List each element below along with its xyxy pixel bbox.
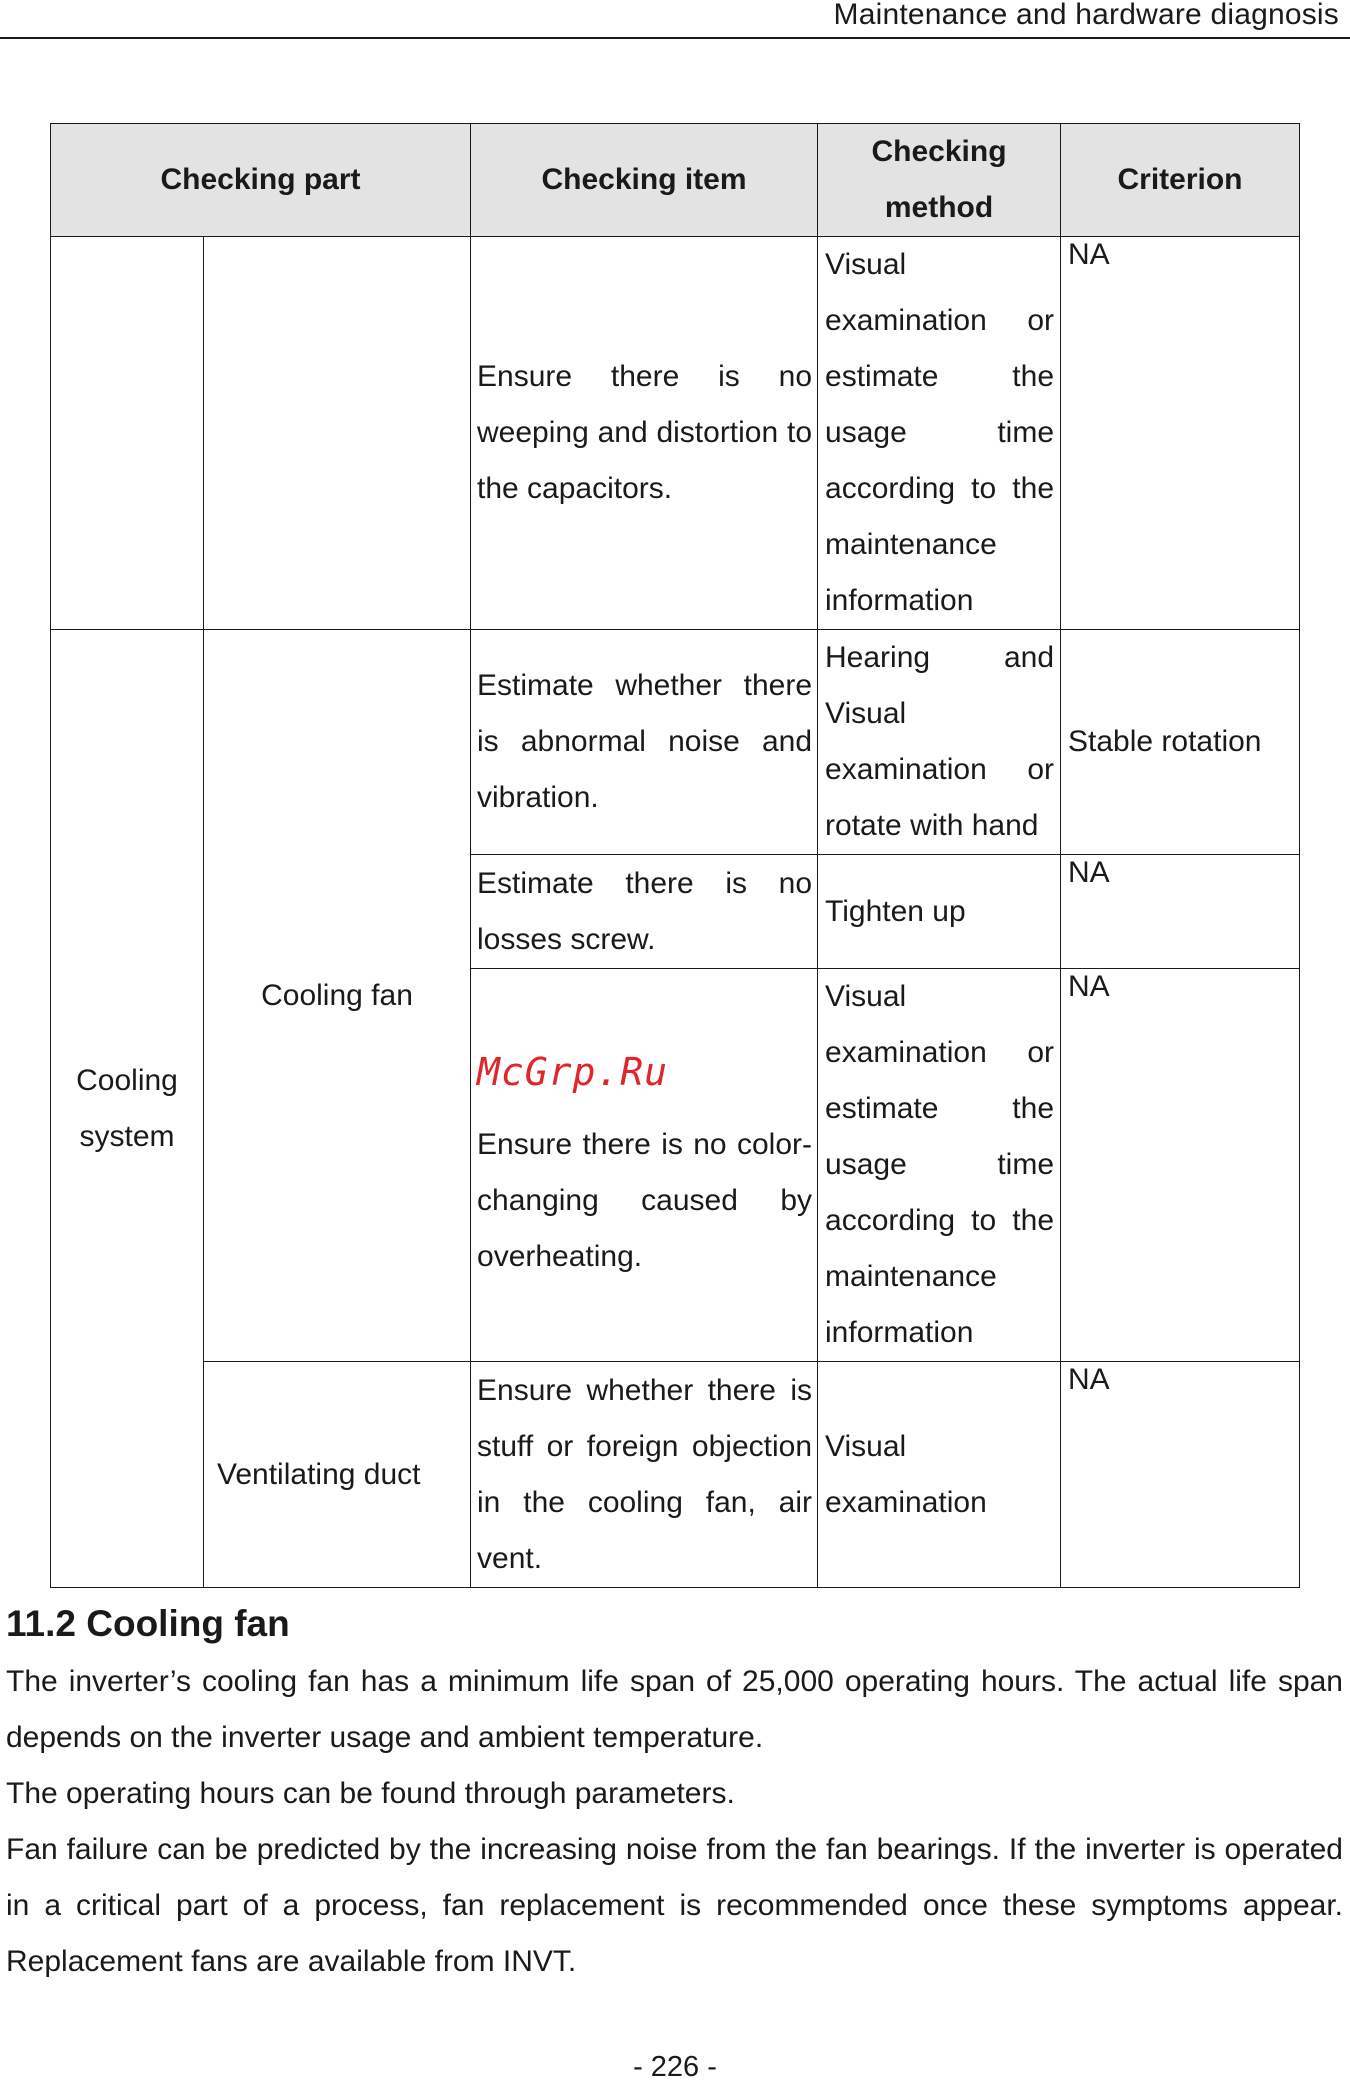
table-row (51, 630, 1300, 855)
criterion-value: NA (1068, 1363, 1110, 1396)
table-row (51, 237, 1300, 630)
section-title: 11.2 Cooling fan (6, 1603, 290, 1644)
subpart-cooling-fan: Cooling fan (204, 630, 471, 1362)
page-header (0, 0, 1350, 39)
empty-part-cell (51, 237, 204, 630)
checking-method-cell: Tighten up (818, 855, 1061, 969)
criterion-cell (1061, 855, 1300, 969)
header-criterion: Criterion (1061, 124, 1300, 237)
body-paragraph: The inverter’s cooling fan has a minimum life span of 25,000 operating hours. The actual life span depends on the inverter usage and ambient temperature. (6, 1665, 1343, 1754)
header-checking-item: Checking item (471, 124, 818, 237)
checking-item-cell: Estimate whether there is abnormal noise and vibration. (471, 630, 818, 855)
watermark: McGrp.Ru (477, 1050, 669, 1094)
checking-method-cell: Hearing and Visual examination or rotate with hand (818, 630, 1061, 855)
checking-item-cell: Ensure whether there is stuff or foreign objection in the cooling fan, air vent. (471, 1362, 818, 1588)
table-row (51, 1362, 1300, 1588)
checking-method-cell: Visual examination or estimate the usage time according to the maintenance information (818, 237, 1061, 630)
criterion-value: NA (1068, 970, 1110, 1003)
checking-item-cell: Estimate there is no losses screw. (471, 855, 818, 969)
header-checking-method: Checking method (818, 124, 1061, 237)
header-title: Maintenance and hardware diagnosis (833, 0, 1339, 31)
empty-subpart-cell (204, 237, 471, 630)
section-body (6, 1654, 1343, 1990)
checking-item-cell (471, 969, 818, 1362)
body-paragraph: Fan failure can be predicted by the increasing noise from the fan bearings. If the inverter is operated in a critical part of a process, fan replacement is recommended once these symptoms appear. Replacement fans are available from INVT. (6, 1833, 1343, 1978)
subpart-ventilating-duct: Ventilating duct (204, 1362, 471, 1588)
criterion-value: NA (1068, 856, 1110, 889)
criterion-cell: Stable rotation (1061, 630, 1300, 855)
checking-method-cell: Visual examination or estimate the usage time according to the maintenance information (818, 969, 1061, 1362)
checking-item-cell: Ensure there is no weeping and distortion to the capacitors. (471, 237, 818, 630)
part-cooling-system: Cooling system (51, 630, 204, 1588)
criterion-cell (1061, 969, 1300, 1362)
criterion-cell (1061, 237, 1300, 630)
table-header-row (51, 124, 1300, 237)
page-number: - 226 - (633, 2051, 717, 2083)
checking-table (50, 123, 1300, 1588)
checking-method-cell: Visual examination (818, 1362, 1061, 1588)
header-checking-part: Checking part (51, 124, 471, 237)
checking-item-text: Ensure there is no color-changing caused by overheating. (477, 1128, 813, 1273)
criterion-value: NA (1068, 238, 1110, 271)
criterion-cell (1061, 1362, 1300, 1588)
body-paragraph: The operating hours can be found through parameters. (6, 1777, 735, 1810)
